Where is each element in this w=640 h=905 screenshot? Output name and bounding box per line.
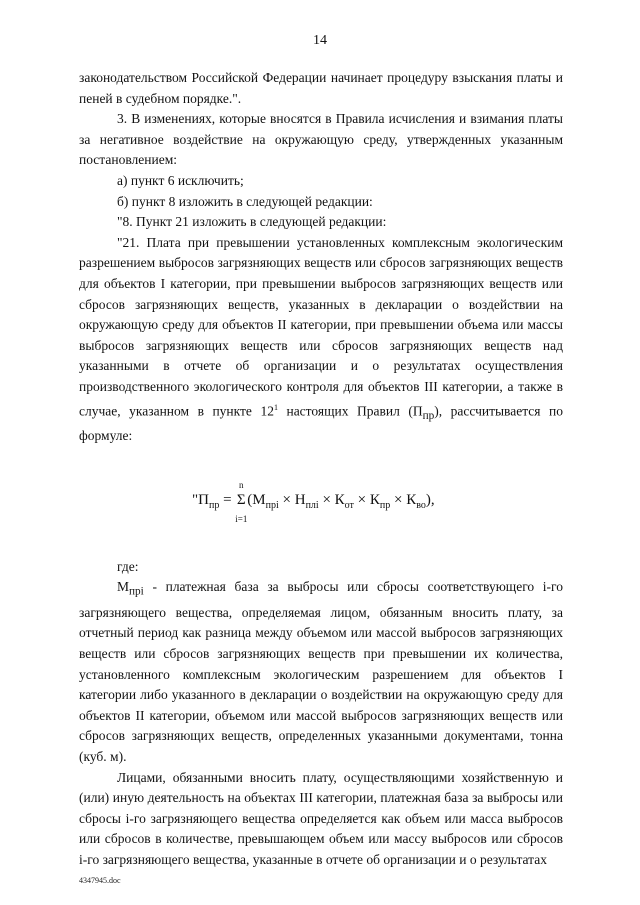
formula-k1-sub: от bbox=[344, 499, 354, 511]
formula-k1: × К bbox=[318, 491, 345, 508]
point-21-text-a: "21. Плата при превышении установленных комплексным экологическим разрешением выбросов загрязняющих веществ или сбросов загрязняющих веществ для объектов I категории, при превышении выбросов загрязняющих веществ или сбросов загрязняющих веществ, указанных в декларации о воздействии на окружающую среду для объектов II категории, при превышении объема или массы выбросов загрязняющих веществ или сбросов загрязняющих веществ над указанными в отчете об организации и о результатах осуществления производственного экологического контроля для объектов III категории, а также в случае, указанном в пункте 12 bbox=[79, 234, 563, 418]
paragraph-point-8: "8. Пункт 21 изложить в следующей редакции: bbox=[117, 214, 387, 230]
point-21-text-c: ), рассчитывается по формуле: bbox=[79, 403, 563, 444]
formula-expression bbox=[192, 479, 435, 524]
paragraph-point-21 bbox=[79, 233, 563, 447]
definition-symbol: М bbox=[117, 579, 130, 595]
sum-lower-limit: i=1 bbox=[235, 513, 248, 524]
formula-n-sub: плi bbox=[305, 499, 319, 511]
formula-block bbox=[79, 471, 563, 533]
point-21-superscript: 1 bbox=[273, 402, 278, 412]
sum-upper-limit: n bbox=[239, 479, 244, 490]
document-body bbox=[79, 68, 563, 870]
definition-m bbox=[79, 577, 563, 767]
paragraph-item-a: а) пункт 6 исключить; bbox=[117, 172, 244, 188]
paragraph-continuation: законодательством Российской Федерации начинает процедуру взыскания платы и пеней в судебном порядке.". bbox=[79, 70, 563, 106]
formula-lhs: "П bbox=[192, 491, 209, 508]
definition-text: - платежная база за выбросы или сбросы соответствующего i-го загрязняющего вещества, определяемая лицом, обязанным вносить плату, за отчетный период как разница между объемом или массой выбросов загрязняющих веществ или сбросов загрязняющих веществ при превышении их количества, установленного комплексным экологическим разрешением для объектов I категории либо указанного в декларации о воздействии на окружающую среду для объектов II категории, объемом или массой выбросов загрязняющих веществ или сбросов загрязняющих веществ, определенных указанными документами, тонна (куб. м). bbox=[79, 579, 563, 764]
formula-n: × Н bbox=[278, 491, 306, 508]
paragraph-item-b: б) пункт 8 изложить в следующей редакции: bbox=[117, 193, 373, 209]
formula-k2: × К bbox=[353, 491, 380, 508]
formula-m: (М bbox=[247, 491, 266, 508]
formula-sum bbox=[235, 479, 248, 524]
page-number: 14 bbox=[313, 33, 327, 48]
document-filename: 4347945.doc bbox=[79, 876, 121, 885]
paragraph-category-3: Лицами, обязанными вносить плату, осуществляющими хозяйственную и (или) иную деятельность на объектах III категории, платежная база за выбросы или сбросы i-го загрязняющего вещества определяется как объем или масса выбросов или сбросов в количестве, превышающем объем или массу выбросов или сбросов i-го загрязняющего вещества, указанные в отчете об организации и о результатах bbox=[79, 769, 563, 867]
formula-k3: × К bbox=[390, 491, 417, 508]
formula-close: ), bbox=[425, 491, 435, 508]
where-label: где: bbox=[117, 558, 139, 574]
definition-symbol-sub: прi bbox=[129, 586, 144, 599]
formula-equals: = bbox=[219, 491, 236, 508]
formula-k3-sub: во bbox=[416, 499, 426, 511]
point-21-text-b: настоящих Правил (П bbox=[277, 403, 423, 418]
formula-m-sub: прi bbox=[265, 499, 279, 511]
formula-lhs-sub: пр bbox=[208, 499, 220, 511]
point-21-subscript: пр bbox=[422, 409, 435, 422]
paragraph-item-3: 3. В изменениях, которые вносятся в Правила исчисления и взимания платы за негативное воздействие на окружающую среду, утвержденных указанным постановлением: bbox=[79, 111, 563, 168]
sum-symbol: Σ bbox=[236, 491, 246, 508]
formula-k2-sub: пр bbox=[379, 499, 391, 511]
